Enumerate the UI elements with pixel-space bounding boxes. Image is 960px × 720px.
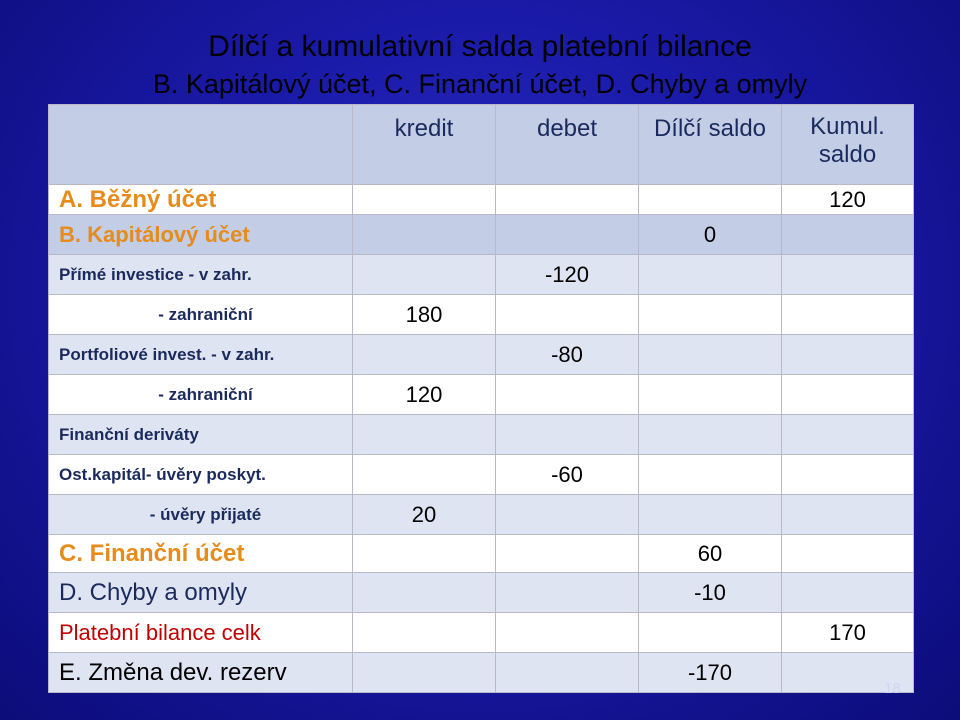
row-label: Přímé investice - v zahr. bbox=[49, 255, 353, 295]
cell-dilci: -170 bbox=[639, 653, 782, 693]
row-label: B. Kapitálový účet bbox=[49, 215, 353, 255]
slide-number: 18 bbox=[884, 680, 901, 697]
cell-kredit: 180 bbox=[353, 295, 496, 335]
cell-debet bbox=[496, 495, 639, 535]
row-label: D. Chyby a omyly bbox=[49, 573, 353, 613]
table-row bbox=[49, 255, 914, 295]
table-row bbox=[49, 415, 914, 455]
table-row bbox=[49, 495, 914, 535]
row-label: Ost.kapitál- úvěry poskyt. bbox=[49, 455, 353, 495]
cell-debet bbox=[496, 653, 639, 693]
row-label: Finanční deriváty bbox=[49, 415, 353, 455]
cell-debet bbox=[496, 535, 639, 573]
cell-debet: -60 bbox=[496, 455, 639, 495]
cell-kredit bbox=[353, 215, 496, 255]
cell-dilci: 0 bbox=[639, 215, 782, 255]
cell-debet bbox=[496, 185, 639, 215]
table-row bbox=[49, 613, 914, 653]
cell-kredit bbox=[353, 455, 496, 495]
slide-subtitle: B. Kapitálový účet, C. Finanční účet, D. Chyby a omyly bbox=[152, 69, 808, 99]
table-row bbox=[49, 535, 914, 573]
cell-kumul bbox=[782, 375, 914, 415]
row-label: Portfoliové invest. - v zahr. bbox=[49, 335, 353, 375]
cell-dilci bbox=[639, 255, 782, 295]
cell-dilci bbox=[639, 295, 782, 335]
row-label: - zahraniční bbox=[49, 375, 353, 415]
cell-dilci bbox=[639, 375, 782, 415]
cell-kumul bbox=[782, 215, 914, 255]
row-label: A. Běžný účet bbox=[49, 185, 353, 215]
balance-table bbox=[48, 104, 914, 693]
cell-dilci: -10 bbox=[639, 573, 782, 613]
cell-kumul bbox=[782, 535, 914, 573]
table-row bbox=[49, 573, 914, 613]
cell-dilci bbox=[639, 415, 782, 455]
table-row bbox=[49, 215, 914, 255]
cell-debet bbox=[496, 375, 639, 415]
cell-dilci bbox=[639, 455, 782, 495]
cell-dilci bbox=[639, 613, 782, 653]
slide-title: Dílčí a kumulativní salda platební bilance bbox=[208, 30, 752, 63]
cell-kumul bbox=[782, 335, 914, 375]
table-row bbox=[49, 455, 914, 495]
cell-dilci bbox=[639, 495, 782, 535]
row-label: C. Finanční účet bbox=[49, 535, 353, 573]
cell-debet bbox=[496, 415, 639, 455]
table-row bbox=[49, 295, 914, 335]
cell-kredit bbox=[353, 415, 496, 455]
header-kumul-saldo: Kumul. saldo bbox=[782, 105, 914, 185]
table-row bbox=[49, 653, 914, 693]
row-label: E. Změna dev. rezerv bbox=[49, 653, 353, 693]
table-row bbox=[49, 185, 914, 215]
cell-dilci: 60 bbox=[639, 535, 782, 573]
table-row bbox=[49, 375, 914, 415]
cell-debet bbox=[496, 295, 639, 335]
cell-kumul bbox=[782, 255, 914, 295]
cell-debet: -120 bbox=[496, 255, 639, 295]
cell-kredit: 20 bbox=[353, 495, 496, 535]
header-kredit: kredit bbox=[353, 105, 496, 185]
cell-kredit bbox=[353, 573, 496, 613]
header-debet: debet bbox=[496, 105, 639, 185]
header-dilci-saldo: Dílčí saldo bbox=[639, 105, 782, 185]
cell-kredit bbox=[353, 255, 496, 295]
cell-debet bbox=[496, 573, 639, 613]
header-cell-label bbox=[49, 105, 353, 185]
cell-kumul bbox=[782, 455, 914, 495]
cell-kredit bbox=[353, 535, 496, 573]
cell-dilci bbox=[639, 185, 782, 215]
cell-debet: -80 bbox=[496, 335, 639, 375]
cell-kredit bbox=[353, 185, 496, 215]
cell-debet bbox=[496, 613, 639, 653]
cell-kumul: 170 bbox=[782, 613, 914, 653]
cell-kumul bbox=[782, 295, 914, 335]
cell-dilci bbox=[639, 335, 782, 375]
cell-kredit bbox=[353, 335, 496, 375]
cell-kredit bbox=[353, 653, 496, 693]
cell-kumul bbox=[782, 495, 914, 535]
table-header-row bbox=[49, 105, 914, 185]
row-label: - úvěry přijaté bbox=[49, 495, 353, 535]
table-row bbox=[49, 335, 914, 375]
cell-kumul bbox=[782, 573, 914, 613]
row-label: Platební bilance celk bbox=[49, 613, 353, 653]
cell-kredit: 120 bbox=[353, 375, 496, 415]
cell-kredit bbox=[353, 613, 496, 653]
cell-kumul: 120 bbox=[782, 185, 914, 215]
row-label: - zahraniční bbox=[49, 295, 353, 335]
cell-kumul bbox=[782, 415, 914, 455]
cell-debet bbox=[496, 215, 639, 255]
